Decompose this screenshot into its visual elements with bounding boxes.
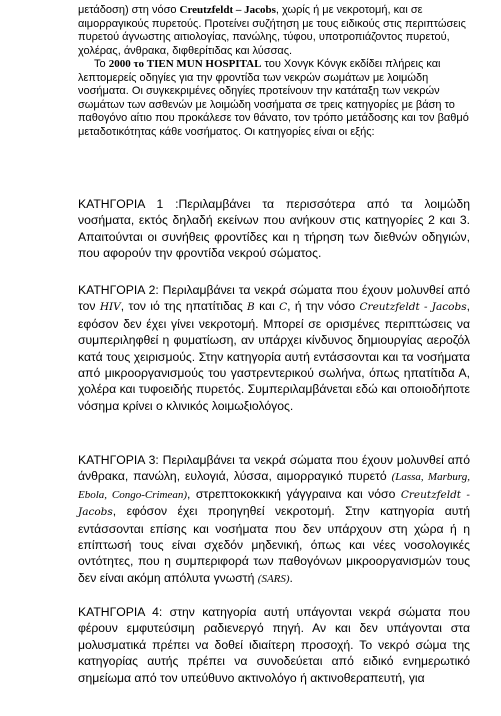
category-1-heading: ΚΑΤΗΓΟΡΙΑ 1 xyxy=(78,197,164,211)
intro-paragraph-1 xyxy=(78,4,470,58)
category-2-text: και xyxy=(254,299,280,314)
category-3-text: , εφόσον έχει προηγηθεί νεκροτομή. Στην κατηγορία αυτή εντάσσονται επίσης και νοσήματα που δεν υπάρχουν στη χώρα ή η επίπτωσή τους είναι σχεδόν μηδενική, όπως και νέες νοσολογικές οντότητες, που η συμπεριφορά των παθογόνων μικροοργανισμών τους δεν είναι ακόμη απόλυτα γνωστή xyxy=(78,504,470,585)
hepatitis-c-term: C xyxy=(279,301,288,314)
intro-section xyxy=(78,4,470,139)
intro-paragraph-2 xyxy=(78,58,470,139)
intro2-text-cont: του Χονγκ Κόνγκ εκδίδει πλήρεις και λεπτομερείς οδηγίες για την φροντίδα των νεκρών σωμάτων με λοιμώδη νοσήματα. Οι συγκεκριμένες οδηγίες προτείνουν την κατάταξη των νεκρών σωμάτων των ασθενών με λοιμώδη νοσήματα σε τρεις κατηγορίες με βάση το παθογόνο αίτιο που προκάλεσε τον θάνατο, τον τρόπο μετάδοσης και τον βαθμό μεταδοτικότητας κάθε νοσήματος. Οι κατηγορίες είναι οι εξής: xyxy=(78,58,469,138)
category-1-paragraph xyxy=(78,196,470,262)
category-4-paragraph xyxy=(78,604,470,686)
hemorrhagic-fevers-list: (Lassa, Marburg, Ebola, Congo-Crimean) xyxy=(78,471,470,501)
intro-text-cont: , χωρίς ή με νεκροτομή, και σε αιμορραγικούς πυρετούς. Προτείνει συζήτηση με τους ειδικούς στις περιπτώσεις πυρετού άγνωστης αιτιολογίας, πανώλης, τύφου, υποτροπιάζοντος πυρετού, χολέρας, άνθρακα, διφθερίτιδας και λύσσας. xyxy=(78,4,466,57)
intro-text: μετάδοση) στη νόσο xyxy=(78,4,180,16)
category-3-paragraph xyxy=(78,452,470,587)
category-2-text: , ή την νόσο xyxy=(287,299,360,314)
category-3-heading: ΚΑΤΗΓΟΡΙΑ 3 xyxy=(78,453,156,467)
category-3-text: : Περιλαμβάνει τα νεκρά σώματα που έχουν μολυνθεί από άνθρακα, πανώλη, ευλογιά, λύσσα, αιμορραγικό πυρετό xyxy=(78,453,470,484)
hospital-name: 2000 το TIEN MUN HOSPITAL xyxy=(108,58,262,70)
intro2-text: Το xyxy=(94,58,109,70)
category-2-text: : Περιλαμβάνει τα νεκρά σώματα που έχουν μολυνθεί από τον xyxy=(78,283,470,314)
category-2-paragraph xyxy=(78,282,470,414)
category-2-text: , εφόσον δεν έχει γίνει νεκροτομή. Μπορεί σε ορισμένες περιπτώσεις να συμπεριληφθεί η φυματίωση, αν υπάρχει κίνδυνος δημιουργίας αεροζόλ κατά τους χειρισμούς. Στην κατηγορία αυτή εντάσσονται και τα νοσήματα από μικροοργανισμούς του γαστρεντερικού σωλήνα, όπως ηπατίτιδα Α, χολέρα και τυφοειδής πυρετός. Συμπεριλαμβάνεται εδώ και οποιοδήποτε νόσημα κρίνει ο κλινικός λοιμωξιολόγος. xyxy=(78,299,470,413)
category-3-text: . xyxy=(289,570,293,585)
hepatitis-b-term: B xyxy=(247,301,255,314)
category-4-text: : στην κατηγορία αυτή υπάγονται νεκρά σώματα που φέρουν εμφυτεύσιμη ραδιενεργό πηγή. Αν και δεν υπάγονται στα μολυσματικά πρέπει να δοθεί ιδιαίτερη προσοχή. Το νεκρό σώμα της κατηγορίας αυτής πρέπει να συνοδεύεται από ειδικό ενημερωτικό σημείωμα από τον υπεύθυνο ακτινολόγο ή ακτινοθεραπευτή, για xyxy=(78,605,470,685)
disease-name: Creutzfeldt – Jacobs xyxy=(179,4,276,16)
hiv-term: HIV xyxy=(99,301,121,314)
category-2-heading: ΚΑΤΗΓΟΡΙΑ 2 xyxy=(78,283,156,297)
cjd-term: Creutzfeldt - Jacobs xyxy=(359,301,467,314)
category-4-heading: ΚΑΤΗΓΟΡΙΑ 4 xyxy=(78,605,159,619)
cjd-term: Creutzfeldt - Jacobs xyxy=(78,488,470,519)
sars-term: (SARS) xyxy=(257,572,290,585)
category-1-text: :Περιλαμβάνει τα περισσότερα από τα λοιμώδη νοσήματα, εκτός δηλαδή εκείνων που ανήκουν στις κατηγορίες 2 και 3. Απαιτούνται οι συνήθεις φροντίδες και η τήρηση των διεθνών οδηγιών, που αφορούν την φροντίδα νεκρού σώματος. xyxy=(78,197,470,261)
category-3-text: , στρεπτοκοκκική γάγγραινα και νόσο xyxy=(187,486,401,501)
category-2-text: , τον ιό της ηπατίτιδας xyxy=(120,299,248,314)
